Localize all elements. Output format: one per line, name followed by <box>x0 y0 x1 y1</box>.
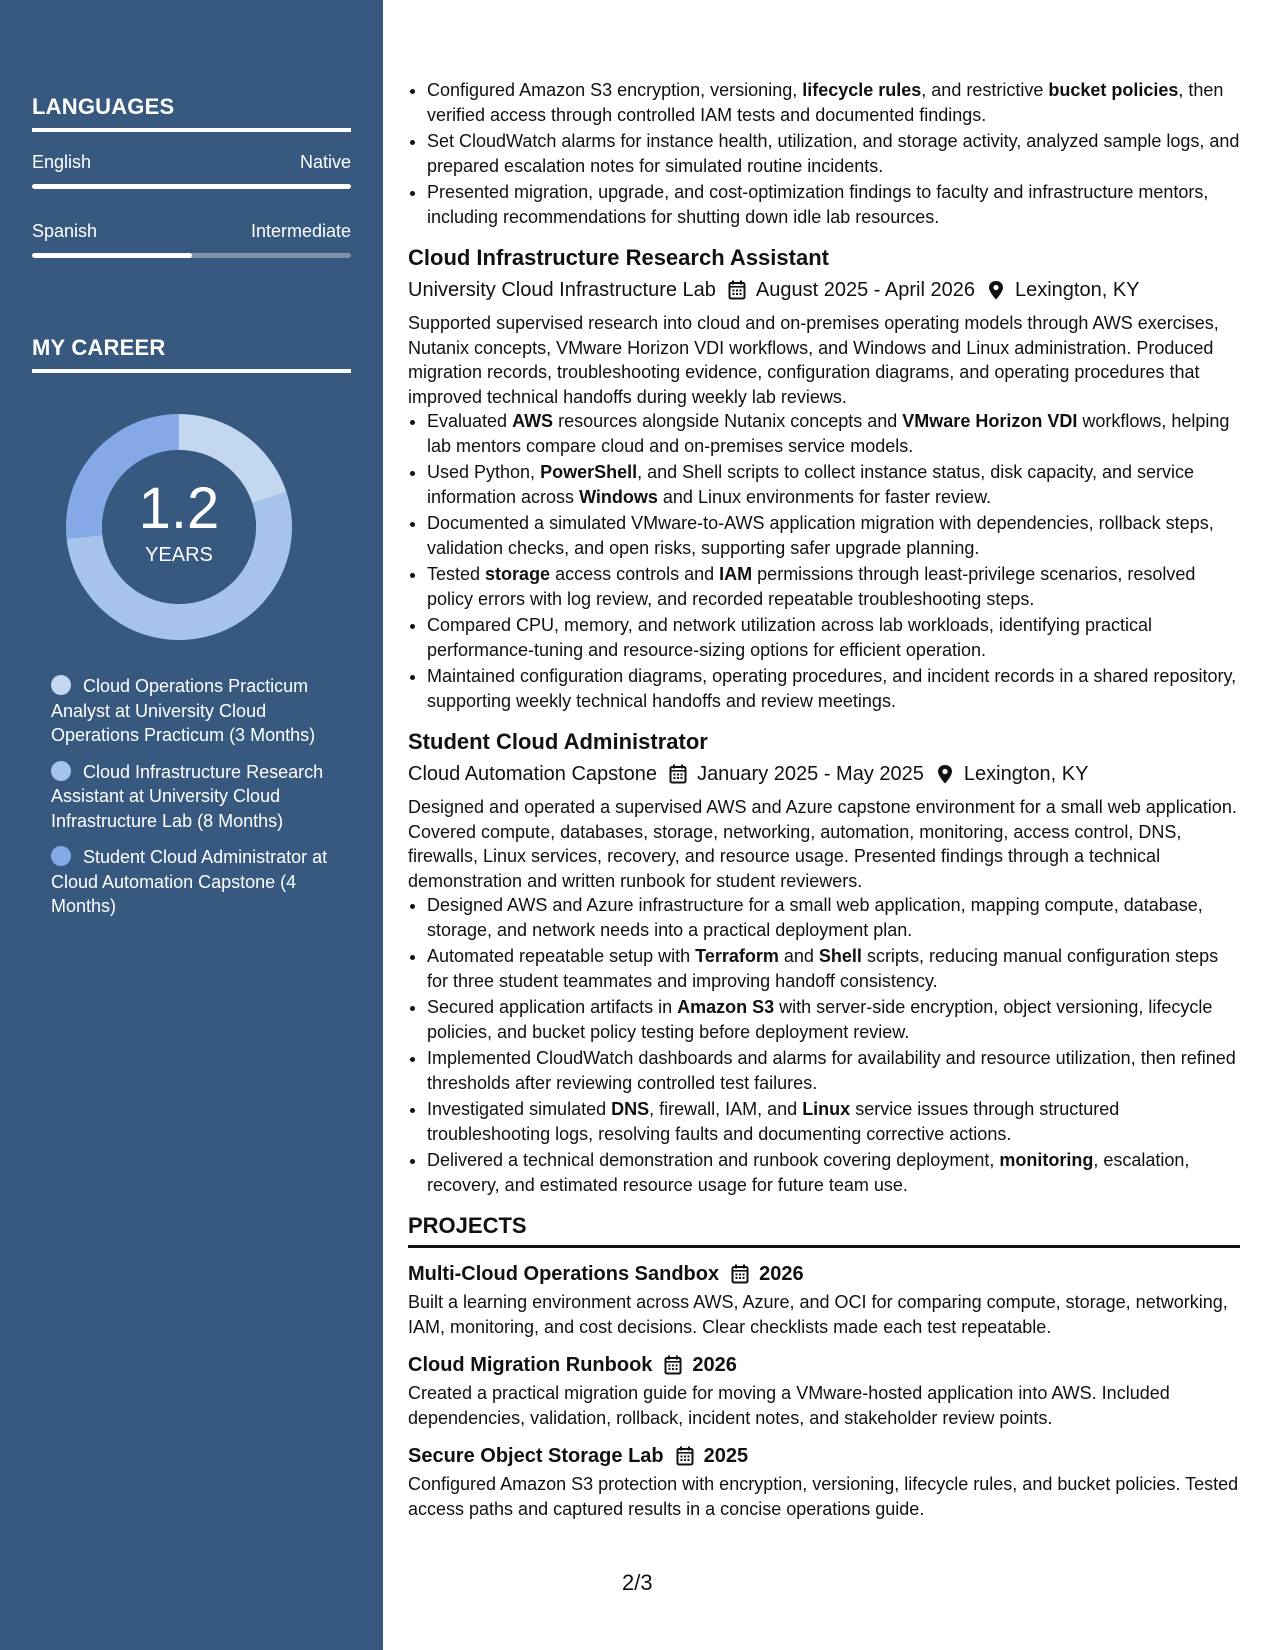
project-title: Secure Object Storage Lab <box>408 1445 664 1467</box>
project-entry <box>408 1442 1240 1521</box>
bullet-item: • Maintained configuration diagrams, operating procedures, and incident records in a shared repository, supporting weekly technical handoffs and review meetings. <box>427 664 1240 713</box>
project-entry <box>408 1260 1240 1339</box>
language-name: English <box>32 152 92 172</box>
language-proficiency-fill <box>32 253 192 258</box>
job-organization: Cloud Automation Capstone <box>408 763 658 785</box>
job-organization: University Cloud Infrastructure Lab <box>408 279 716 301</box>
languages-heading: LANGUAGES <box>32 94 351 132</box>
language-proficiency-bar <box>32 253 351 258</box>
bullet-item: • Presented migration, upgrade, and cost-optimization findings to faculty and infrastructure mentors, including recommendations for shutting down idle lab resources. <box>427 180 1240 229</box>
job-meta <box>408 275 1240 305</box>
project-title: Cloud Migration Runbook <box>408 1354 653 1376</box>
page-number: 2/3 <box>622 1570 653 1595</box>
bullet-item: • Delivered a technical demonstration and runbook covering deployment, monitoring, escalation, recovery, and estimated resource usage for future team use. <box>427 1148 1240 1197</box>
language-row <box>32 152 351 173</box>
bullet-item: • Used Python, PowerShell, and Shell scripts to collect instance status, disk capacity, and service information across Windows and Linux environments for faster review. <box>427 460 1240 509</box>
job-meta <box>408 759 1240 789</box>
project-title-row <box>408 1351 1240 1379</box>
bullet-item: • Evaluated AWS resources alongside Nutanix concepts and VMware Horizon VDI workflows, helping lab mentors compare cloud and on-premises service models. <box>427 409 1240 458</box>
bullet-item: • Configured Amazon S3 encryption, versioning, lifecycle rules, and restrictive bucket policies, then verified access through controlled IAM tests and documented findings. <box>427 78 1240 127</box>
project-year: 2026 <box>759 1263 804 1285</box>
project-title-row <box>408 1260 1240 1288</box>
career-item <box>51 760 331 834</box>
job-dates: August 2025 - April 2026 <box>755 279 975 301</box>
project-entry <box>408 1351 1240 1430</box>
job-summary: Designed and operated a supervised AWS and Azure capstone environment for a small web application. Covered compute, databases, storage, networking, automation, monitoring, access control, DNS, firewalls, Linux services, recovery, and resource usage. Presented findings through a technical demonstration and written runbook for student reviewers. <box>408 797 1237 891</box>
language-proficiency-fill <box>32 184 351 189</box>
job-bullets <box>408 893 1240 1197</box>
previous-job-bullets <box>408 78 1240 229</box>
career-dot-icon <box>51 761 71 781</box>
language-name: Spanish <box>32 221 98 241</box>
project-title-row <box>408 1442 1240 1470</box>
career-item-label: Cloud Operations Practicum Analyst at University Cloud Operations Practicum (3 Months) <box>51 676 316 745</box>
bullet-item: • Tested storage access controls and IAM permissions through least-privilege scenarios, resolved policy errors with log review, and recorded repeatable troubleshooting steps. <box>427 562 1240 611</box>
career-dot-icon <box>51 846 71 866</box>
location-pin-icon <box>987 280 1005 300</box>
career-item-label: Student Cloud Administrator at Cloud Automation Capstone (4 Months) <box>51 847 328 916</box>
language-level: Intermediate <box>250 221 351 241</box>
job-location: Lexington, KY <box>963 763 1089 785</box>
main-content <box>408 78 1240 1521</box>
career-heading: MY CAREER <box>32 335 351 373</box>
career-total <box>66 414 292 640</box>
sidebar <box>0 0 383 1650</box>
bullet-item: • Designed AWS and Azure infrastructure for a small web application, mapping compute, database, storage, and network needs into a practical deployment plan. <box>427 893 1240 942</box>
bullet-item: • Automated repeatable setup with Terraform and Shell scripts, reducing manual configuration steps for three student teammates and improving handoff consistency. <box>427 944 1240 993</box>
project-description: Configured Amazon S3 protection with encryption, versioning, lifecycle rules, and bucket policies. Tested access paths and captured results in a concise operations guide. <box>408 1474 1239 1519</box>
calendar-icon <box>669 764 687 784</box>
language-row <box>32 221 351 242</box>
job-location: Lexington, KY <box>1014 279 1140 301</box>
job-dates: January 2025 - May 2025 <box>697 763 924 785</box>
career-item <box>51 674 331 748</box>
calendar-icon <box>664 1355 682 1375</box>
job-entry <box>408 727 1240 1197</box>
career-total-unit: YEARS <box>145 543 213 566</box>
career-dot-icon <box>51 675 71 695</box>
project-year: 2026 <box>692 1354 737 1376</box>
career-list <box>51 674 331 931</box>
projects-heading: PROJECTS <box>408 1211 1240 1248</box>
bullet-item: • Investigated simulated DNS, firewall, IAM, and Linux service issues through structured troubleshooting logs, resolving faults and documenting corrective actions. <box>427 1097 1240 1146</box>
bullet-item: • Secured application artifacts in Amazon S3 with server-side encryption, object versioning, lifecycle policies, and bucket policy testing before deployment review. <box>427 995 1240 1044</box>
project-description: Built a learning environment across AWS, Azure, and OCI for comparing compute, storage, networking, IAM, monitoring, and cost decisions. Clear checklists made each test repeatable. <box>408 1292 1228 1337</box>
job-bullets <box>408 409 1240 713</box>
calendar-icon <box>728 280 746 300</box>
job-title: Cloud Infrastructure Research Assistant <box>408 245 829 270</box>
career-item-label: Cloud Infrastructure Research Assistant at University Cloud Infrastructure Lab (8 Months) <box>51 761 324 831</box>
career-donut <box>66 414 292 640</box>
bullet-item: • Set CloudWatch alarms for instance health, utilization, and storage activity, analyzed sample logs, and prepared escalation notes for simulated routine incidents. <box>427 129 1240 178</box>
career-total-value: 1.2 <box>138 475 220 541</box>
location-pin-icon <box>936 764 954 784</box>
project-year: 2025 <box>703 1445 749 1467</box>
job-title: Student Cloud Administrator <box>408 729 708 754</box>
project-description: Created a practical migration guide for moving a VMware-hosted application into AWS. Included dependencies, validation, rollback, incident notes, and stakeholder review points. <box>408 1383 1170 1428</box>
calendar-icon <box>731 1264 749 1284</box>
job-summary: Supported supervised research into cloud and on-premises operating models through AWS exercises, Nutanix concepts, VMware Horizon VDI workflows, and Windows and Linux administration. Produced migration records, troubleshooting evidence, configuration diagrams, and operating procedures that improved technical handoffs during weekly lab reviews. <box>408 313 1219 407</box>
project-title: Multi-Cloud Operations Sandbox <box>408 1263 720 1285</box>
bullet-item: • Documented a simulated VMware-to-AWS application migration with dependencies, rollback steps, validation checks, and open risks, supporting safer upgrade planning. <box>427 511 1240 560</box>
bullet-item: • Compared CPU, memory, and network utilization across lab workloads, identifying practical performance-tuning and resource-sizing options for efficient operation. <box>427 613 1240 662</box>
bullet-item: • Implemented CloudWatch dashboards and alarms for availability and resource utilization, then refined thresholds after reviewing controlled test failures. <box>427 1046 1240 1095</box>
language-level: Native <box>299 152 351 172</box>
career-item <box>51 845 331 919</box>
job-entry <box>408 243 1240 713</box>
language-proficiency-bar <box>32 184 351 189</box>
calendar-icon <box>676 1446 694 1466</box>
